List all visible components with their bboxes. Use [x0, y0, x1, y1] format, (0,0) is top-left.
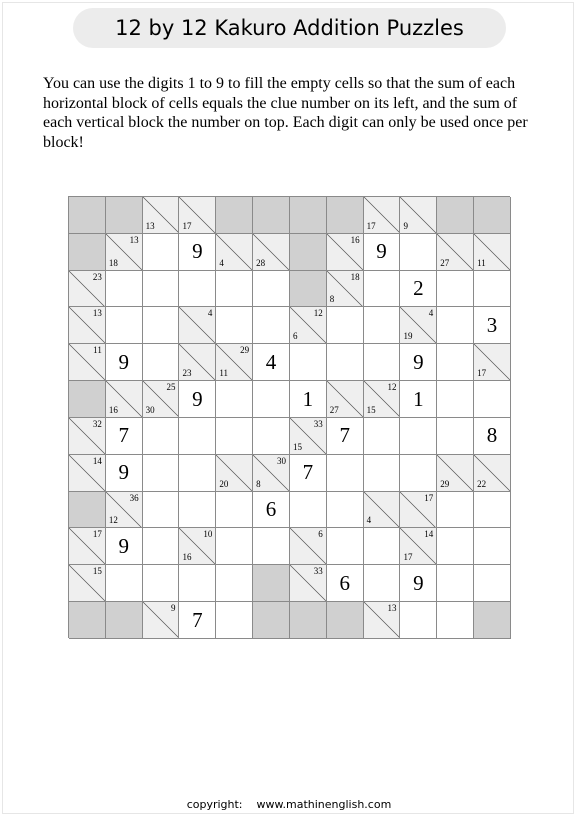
- blocked-cell: [253, 565, 290, 602]
- down-clue: 22: [477, 478, 487, 489]
- page-title: 12 by 12 Kakuro Addition Puzzles: [73, 8, 506, 48]
- empty-cell[interactable]: [327, 307, 364, 344]
- across-clue: 13: [129, 234, 139, 245]
- footer: [0, 798, 578, 811]
- empty-cell[interactable]: [179, 455, 216, 492]
- across-clue: 12: [313, 308, 323, 319]
- empty-cell[interactable]: [216, 602, 253, 639]
- empty-cell[interactable]: [437, 344, 474, 381]
- across-clue: 14: [424, 529, 434, 540]
- across-clue: 33: [313, 566, 323, 577]
- given-digit: 9: [118, 349, 129, 374]
- clue-cell: [400, 197, 437, 234]
- clue-cell: [474, 344, 511, 381]
- given-digit: 9: [118, 533, 129, 558]
- empty-cell[interactable]: [253, 528, 290, 565]
- empty-cell[interactable]: [143, 344, 180, 381]
- empty-cell[interactable]: [364, 418, 401, 455]
- given-digit: 4: [265, 349, 277, 374]
- clue-cell: [437, 455, 474, 492]
- empty-cell[interactable]: [437, 565, 474, 602]
- clue-cell: [69, 271, 106, 308]
- blocked-cell: [327, 602, 364, 639]
- given-digit: 7: [302, 460, 314, 485]
- empty-cell[interactable]: [179, 565, 216, 602]
- clue-cell: [143, 381, 180, 418]
- empty-cell[interactable]: [474, 271, 511, 308]
- given-digit-cell: [327, 418, 364, 455]
- down-clue: 29: [440, 478, 450, 489]
- across-clue: 29: [240, 345, 250, 356]
- empty-cell[interactable]: [143, 307, 180, 344]
- blocked-cell: [69, 381, 106, 418]
- clue-cell: [327, 381, 364, 418]
- clue-cell: [216, 234, 253, 271]
- empty-cell[interactable]: [400, 455, 437, 492]
- down-clue: 20: [219, 478, 229, 489]
- given-digit-cell: [290, 455, 327, 492]
- empty-cell[interactable]: [364, 271, 401, 308]
- clue-cell: [179, 307, 216, 344]
- clue-cell: [364, 492, 401, 529]
- down-clue: 6: [292, 331, 298, 342]
- down-clue: 23: [182, 368, 192, 379]
- empty-cell[interactable]: [400, 234, 437, 271]
- given-digit-cell: [400, 271, 437, 308]
- given-digit-cell: [106, 528, 143, 565]
- given-digit-cell: [474, 307, 511, 344]
- across-clue: 16: [350, 234, 360, 245]
- empty-cell[interactable]: [437, 492, 474, 529]
- down-clue: 16: [182, 552, 192, 563]
- down-clue: 27: [329, 404, 339, 415]
- clue-cell: [253, 234, 290, 271]
- empty-cell[interactable]: [253, 271, 290, 308]
- given-digit: 7: [192, 607, 203, 632]
- blocked-cell: [69, 197, 106, 234]
- clue-cell: [69, 418, 106, 455]
- across-clue: 14: [92, 455, 102, 466]
- empty-cell[interactable]: [106, 565, 143, 602]
- given-digit-cell: [364, 234, 401, 271]
- blocked-cell: [253, 197, 290, 234]
- down-clue: 11: [477, 257, 486, 268]
- given-digit-cell: [400, 381, 437, 418]
- clue-cell: [69, 455, 106, 492]
- empty-cell[interactable]: [253, 307, 290, 344]
- across-clue: 11: [93, 345, 102, 356]
- empty-cell[interactable]: [179, 492, 216, 529]
- clue-cell: [474, 455, 511, 492]
- down-clue: 17: [182, 220, 192, 231]
- blocked-cell: [69, 492, 106, 529]
- given-digit-cell: [106, 344, 143, 381]
- empty-cell[interactable]: [437, 528, 474, 565]
- down-clue: 17: [366, 220, 376, 231]
- clue-cell: [216, 344, 253, 381]
- given-digit: 9: [118, 460, 129, 485]
- empty-cell[interactable]: [216, 528, 253, 565]
- empty-cell[interactable]: [437, 381, 474, 418]
- given-digit: 9: [192, 239, 203, 264]
- empty-cell[interactable]: [216, 271, 253, 308]
- clue-cell: [364, 197, 401, 234]
- empty-cell[interactable]: [400, 602, 437, 639]
- empty-cell[interactable]: [143, 528, 180, 565]
- down-clue: 4: [219, 257, 224, 268]
- given-digit: 9: [413, 349, 424, 374]
- given-digit: 1: [302, 386, 314, 411]
- down-clue: 11: [219, 368, 228, 379]
- given-digit-cell: [327, 565, 364, 602]
- empty-cell[interactable]: [474, 565, 511, 602]
- clue-cell: [106, 234, 143, 271]
- given-digit: 6: [339, 570, 350, 595]
- clue-cell: [400, 492, 437, 529]
- across-clue: 13: [387, 603, 397, 614]
- given-digit: 9: [192, 386, 203, 411]
- empty-cell[interactable]: [143, 418, 180, 455]
- blocked-cell: [327, 197, 364, 234]
- clue-cell: [474, 234, 511, 271]
- empty-cell[interactable]: [437, 602, 474, 639]
- blocked-cell: [106, 602, 143, 639]
- down-clue: 4: [366, 515, 372, 526]
- clue-cell: [179, 344, 216, 381]
- clue-cell: [327, 234, 364, 271]
- empty-cell[interactable]: [400, 418, 437, 455]
- empty-cell[interactable]: [143, 455, 180, 492]
- clue-cell: [143, 602, 180, 639]
- across-clue: 4: [428, 308, 434, 319]
- across-clue: 17: [92, 529, 102, 540]
- across-clue: 15: [92, 566, 102, 577]
- blocked-cell: [290, 271, 327, 308]
- given-digit: 9: [376, 239, 387, 264]
- across-clue: 32: [92, 418, 102, 429]
- clue-cell: [400, 528, 437, 565]
- across-clue: 33: [313, 418, 323, 429]
- empty-cell[interactable]: [253, 418, 290, 455]
- down-clue: 18: [108, 257, 118, 268]
- empty-cell[interactable]: [143, 492, 180, 529]
- clue-cell: [290, 307, 327, 344]
- empty-cell[interactable]: [437, 307, 474, 344]
- given-digit: 8: [486, 423, 498, 448]
- empty-cell[interactable]: [474, 492, 511, 529]
- given-digit: 2: [413, 276, 424, 301]
- down-clue: 19: [403, 331, 413, 342]
- empty-cell[interactable]: [143, 565, 180, 602]
- across-clue: 23: [92, 271, 102, 282]
- empty-cell[interactable]: [253, 381, 290, 418]
- clue-cell: [143, 197, 180, 234]
- empty-cell[interactable]: [216, 492, 253, 529]
- empty-cell[interactable]: [437, 418, 474, 455]
- empty-cell[interactable]: [327, 528, 364, 565]
- clue-cell: [400, 307, 437, 344]
- across-clue: 36: [129, 492, 139, 503]
- clue-cell: [364, 602, 401, 639]
- down-clue: 17: [477, 368, 487, 379]
- given-digit-cell: [253, 492, 290, 529]
- blocked-cell: [253, 602, 290, 639]
- down-clue: 27: [440, 257, 450, 268]
- clue-cell: [69, 344, 106, 381]
- across-clue: 30: [276, 455, 286, 466]
- blocked-cell: [69, 602, 106, 639]
- given-digit-cell: [106, 418, 143, 455]
- given-digit-cell: [179, 602, 216, 639]
- blocked-cell: [290, 197, 327, 234]
- given-digit-cell: [400, 344, 437, 381]
- given-digit: 9: [413, 570, 424, 595]
- given-digit: 6: [265, 497, 277, 522]
- given-digit-cell: [179, 381, 216, 418]
- blocked-cell: [290, 602, 327, 639]
- across-clue: 17: [424, 492, 434, 503]
- given-digit-cell: [179, 234, 216, 271]
- clue-cell: [290, 565, 327, 602]
- empty-cell[interactable]: [216, 307, 253, 344]
- clue-cell: [69, 565, 106, 602]
- across-clue: 13: [92, 308, 102, 319]
- empty-cell[interactable]: [474, 381, 511, 418]
- empty-cell[interactable]: [106, 271, 143, 308]
- down-clue: 8: [256, 478, 261, 489]
- blocked-cell: [474, 197, 511, 234]
- empty-cell[interactable]: [290, 344, 327, 381]
- given-digit-cell: [400, 565, 437, 602]
- blocked-cell: [474, 602, 511, 639]
- instructions-text: You can use the digits 1 to 9 to fill the empty cells so that the sum of each horizontal block of cells equals the clue number on its left, and the sum of each vertical block the number on top. Each digit can only be used once per block!: [43, 75, 528, 151]
- clue-cell: [327, 271, 364, 308]
- clue-cell: [216, 455, 253, 492]
- clue-cell: [437, 234, 474, 271]
- clue-cell: [69, 307, 106, 344]
- given-digit-cell: [253, 344, 290, 381]
- given-digit-cell: [290, 381, 327, 418]
- site-link[interactable]: www.mathinenglish.com: [256, 798, 392, 811]
- empty-cell[interactable]: [327, 344, 364, 381]
- clue-cell: [364, 381, 401, 418]
- empty-cell[interactable]: [327, 492, 364, 529]
- clue-cell: [290, 418, 327, 455]
- blocked-cell: [290, 234, 327, 271]
- clue-cell: [290, 528, 327, 565]
- given-digit: 3: [486, 312, 498, 337]
- clue-cell: [69, 528, 106, 565]
- blocked-cell: [69, 234, 106, 271]
- across-clue: 12: [387, 382, 397, 393]
- empty-cell[interactable]: [216, 381, 253, 418]
- down-clue: 15: [366, 404, 376, 415]
- clue-cell: [179, 528, 216, 565]
- empty-cell[interactable]: [364, 565, 401, 602]
- empty-cell[interactable]: [179, 418, 216, 455]
- empty-cell[interactable]: [179, 271, 216, 308]
- down-clue: 13: [145, 220, 155, 231]
- kakuro-grid: [68, 196, 510, 638]
- across-clue: 9: [170, 603, 176, 614]
- down-clue: 28: [256, 257, 266, 268]
- blocked-cell: [216, 197, 253, 234]
- across-clue: 4: [207, 308, 213, 319]
- clue-cell: [106, 381, 143, 418]
- empty-cell[interactable]: [216, 418, 253, 455]
- down-clue: 12: [108, 515, 118, 526]
- empty-cell[interactable]: [327, 455, 364, 492]
- empty-cell[interactable]: [106, 307, 143, 344]
- empty-cell[interactable]: [143, 271, 180, 308]
- given-digit: 1: [413, 386, 424, 411]
- across-clue: 10: [203, 529, 213, 540]
- across-clue: 18: [350, 271, 360, 282]
- given-digit: 7: [118, 423, 129, 448]
- down-clue: 8: [329, 294, 335, 305]
- blocked-cell: [437, 197, 474, 234]
- empty-cell[interactable]: [364, 528, 401, 565]
- empty-cell[interactable]: [364, 307, 401, 344]
- down-clue: 30: [145, 404, 155, 415]
- blocked-cell: [106, 197, 143, 234]
- given-digit-cell: [106, 455, 143, 492]
- clue-cell: [179, 197, 216, 234]
- across-clue: 25: [166, 382, 176, 393]
- empty-cell[interactable]: [437, 271, 474, 308]
- down-clue: 9: [403, 220, 408, 231]
- empty-cell[interactable]: [364, 344, 401, 381]
- empty-cell[interactable]: [290, 492, 327, 529]
- clue-cell: [253, 455, 290, 492]
- empty-cell[interactable]: [143, 234, 180, 271]
- empty-cell[interactable]: [216, 565, 253, 602]
- down-clue: 16: [108, 404, 118, 415]
- given-digit: 7: [339, 423, 350, 448]
- given-digit-cell: [474, 418, 511, 455]
- copyright-label: copyright:: [186, 798, 243, 811]
- down-clue: 17: [403, 552, 413, 563]
- empty-cell[interactable]: [474, 528, 511, 565]
- empty-cell[interactable]: [364, 455, 401, 492]
- across-clue: 6: [318, 529, 323, 540]
- down-clue: 15: [292, 441, 302, 452]
- clue-cell: [106, 492, 143, 529]
